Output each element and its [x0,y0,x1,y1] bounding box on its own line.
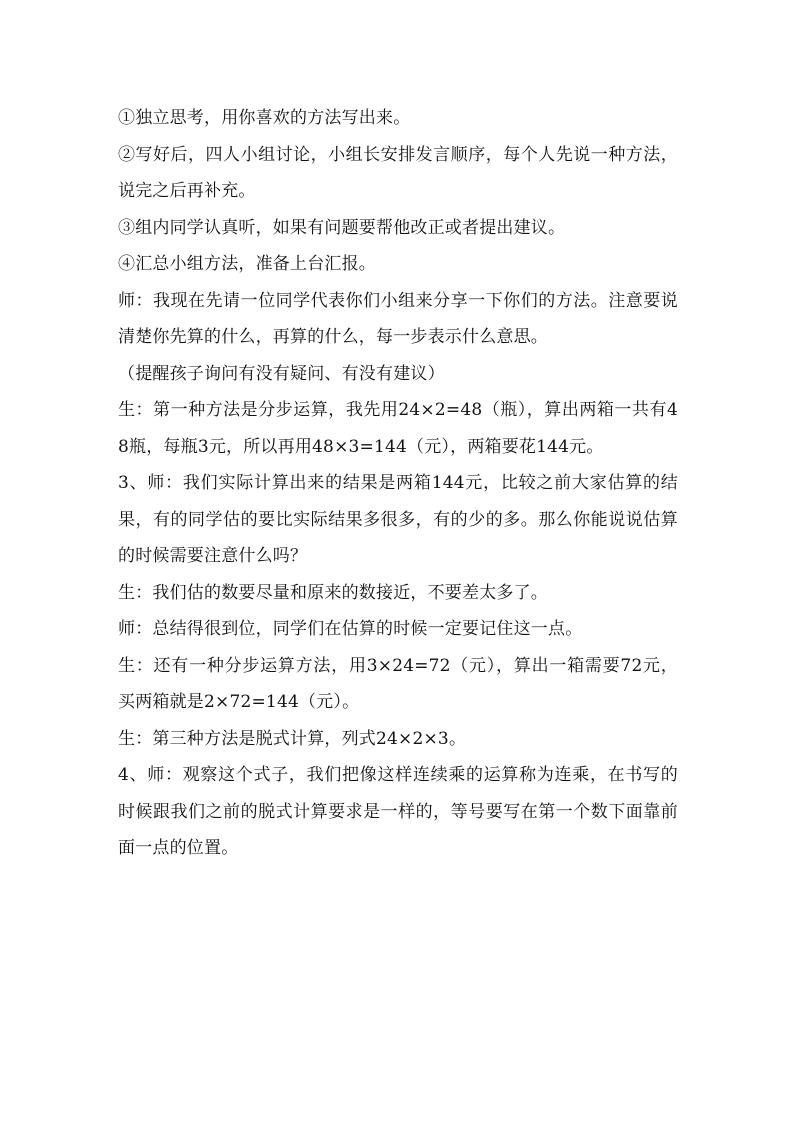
step-1-paragraph: ①独立思考，用你喜欢的方法写出来。 [118,108,411,128]
step-4-paragraph: ④汇总小组方法，准备上台汇报。 [118,254,376,274]
teacher-paragraph: 师：总结得很到位，同学们在估算的时候一定要记住这一点。 [118,619,583,639]
teacher-paragraph: 4、师：观察这个式子，我们把像这样连续乘的运算称为连乘，在书写的时候跟我们之前的脱式计算要求是一样的，等号要写在第一个数下面靠前面一点的位置。 [118,765,678,858]
student-paragraph: 生：我们估的数要尽量和原来的数接近，不要差太多了。 [118,582,548,603]
document-body [118,100,678,867]
step-2-paragraph: ②写好后，四人小组讨论，小组长安排发言顺序，每个人先说一种方法，说完之后再补充。 [118,144,678,201]
step-3-paragraph: ③组内同学认真听，如果有问题要帮他改正或者提出建议。 [118,217,566,238]
student-paragraph: 生：第一种方法是分步运算，我先用24×2=48（瓶），算出两箱一共有48瓶，每瓶3元，所以再用48×3=144（元），两箱要花144元。 [118,400,678,457]
student-paragraph: 生：还有一种分步运算方法，用3×24=72（元），算出一箱需要72元，买两箱就是2×72=144（元）。 [118,655,678,712]
teacher-paragraph: 3、师：我们实际计算出来的结果是两箱144元，比较之前大家估算的结果，有的同学估的要比实际结果多很多，有的少的多。那么你能说说估算的时候需要注意什么吗？ [118,473,678,566]
teacher-paragraph: 师：我现在先请一位同学代表你们小组来分享一下你们的方法。注意要说清楚你先算的什么，再算的什么，每一步表示什么意思。 [118,290,678,347]
reminder-paragraph: （提醒孩子询问有没有疑问、有没有建议） [118,363,445,384]
student-paragraph: 生：第三种方法是脱式计算，列式24×2×3。 [118,728,467,749]
